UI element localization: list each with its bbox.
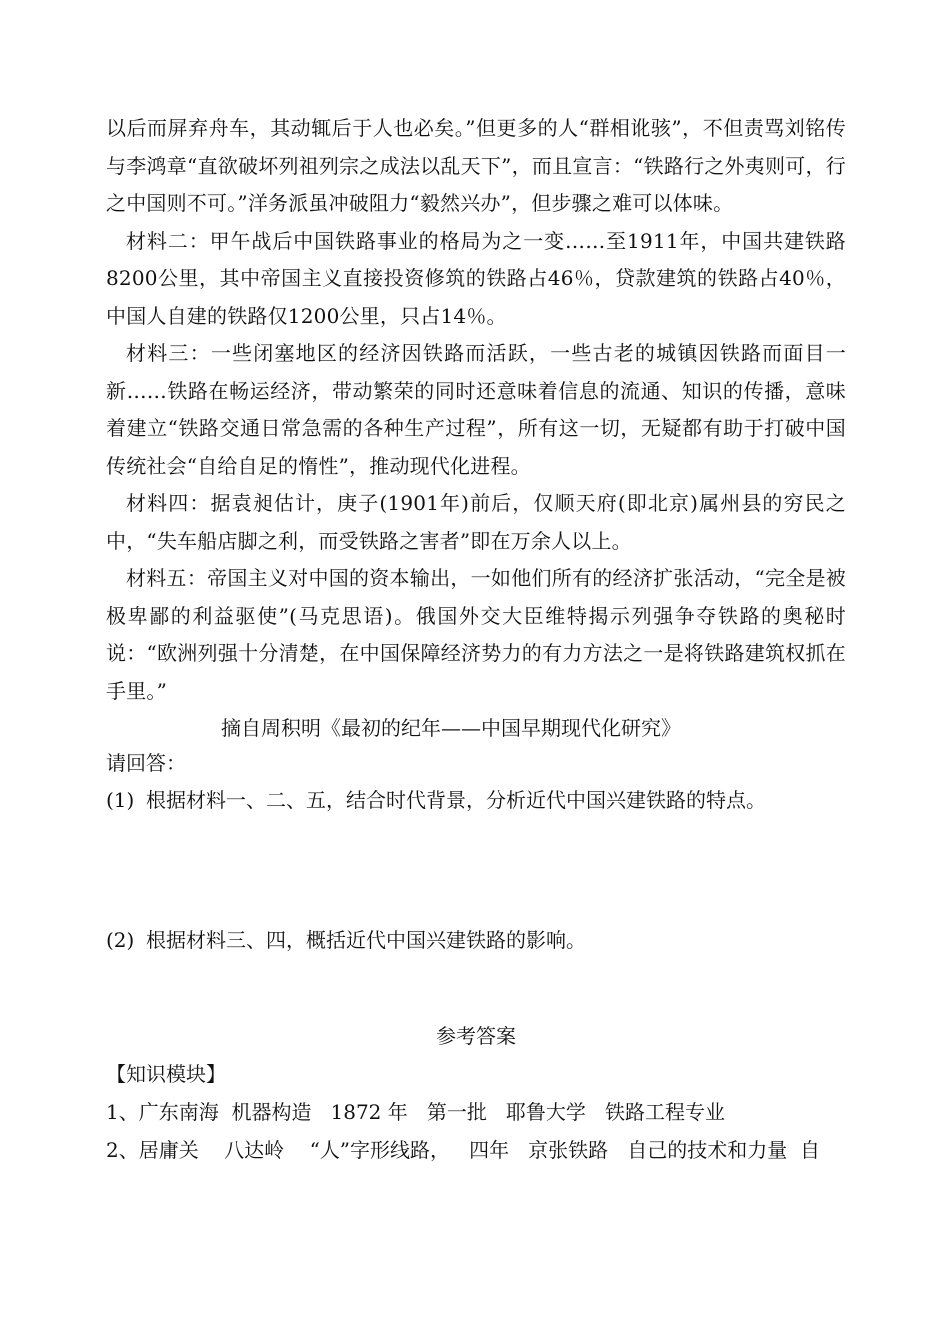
question-2-number: (2) [106,928,135,952]
question-1 [106,783,846,817]
material-two: 材料二：甲午战后中国铁路事业的格局为之一变……至1911年，中国共建铁路8200公里，其中帝国主义直接投资修筑的铁路占46％，贷款建筑的铁路占40％，中国人自建的铁路仅1200公里，只占14％。 [106,228,846,328]
document-page [106,110,846,1169]
answer-line-2: 2、居庸关 八达岭 “人”字形线路， 四年 京张铁路 自己的技术和力量 自 [106,1138,820,1162]
answer-line-1: 1、广东南海 机器构造 1872 年 第一批 耶鲁大学 铁路工程专业 [106,1100,725,1124]
answer-prompt: 请回答： [106,751,186,775]
material-three: 材料三：一些闭塞地区的经济因铁路而活跃，一些古老的城镇因铁路而面目一新……铁路在畅运经济，带动繁荣的同时还意味着信息的流通、知识的传播，意味着建立“铁路交通日常急需的各种生产过程”，所有这一切，无疑都有助于打破中国传统社会“自给自足的惰性”，推动现代化进程。 [106,341,846,478]
question-2-text: 根据材料三、四，概括近代中国兴建铁路的影响。 [146,928,586,952]
source-citation: 摘自周积明《最初的纪年——中国早期现代化研究》 [221,716,681,740]
answer-heading: 参考答案 [436,1024,516,1048]
material-one-continuation: 以后而屏弃舟车，其动辄后于人也必矣。”但更多的人“群相讹骇”，不但责骂刘铭传与李鸿章“直欲破坏列祖列宗之成法以乱天下”，而且宣言：“铁路行之外夷则可，行之中国则不可。”洋务派虽冲破阻力“毅然兴办”，但步骤之难可以体味。 [106,116,846,215]
question-1-number: (1) [106,788,135,812]
knowledge-heading: 【知识模块】 [106,1062,226,1086]
material-four: 材料四：据袁昶估计，庚子(1901年)前后，仅顺天府(即北京)属州县的穷民之中，“失车船店脚之利，而受铁路之害者”即在万余人以上。 [106,491,846,553]
material-five: 材料五：帝国主义对中国的资本输出，一如他们所有的经济扩张活动，“完全是被极卑鄙的利益驱使”(马克思语)。俄国外交大臣维特揭示列强争夺铁路的奥秘时说：“欧洲列强十分清楚，在中国保障经济势力的有力方法之一是将铁路建筑权抓在手里。” [106,566,846,703]
question-1-text: 根据材料一、二、五，结合时代背景，分析近代中国兴建铁路的特点。 [146,788,766,812]
question-2 [106,923,846,957]
